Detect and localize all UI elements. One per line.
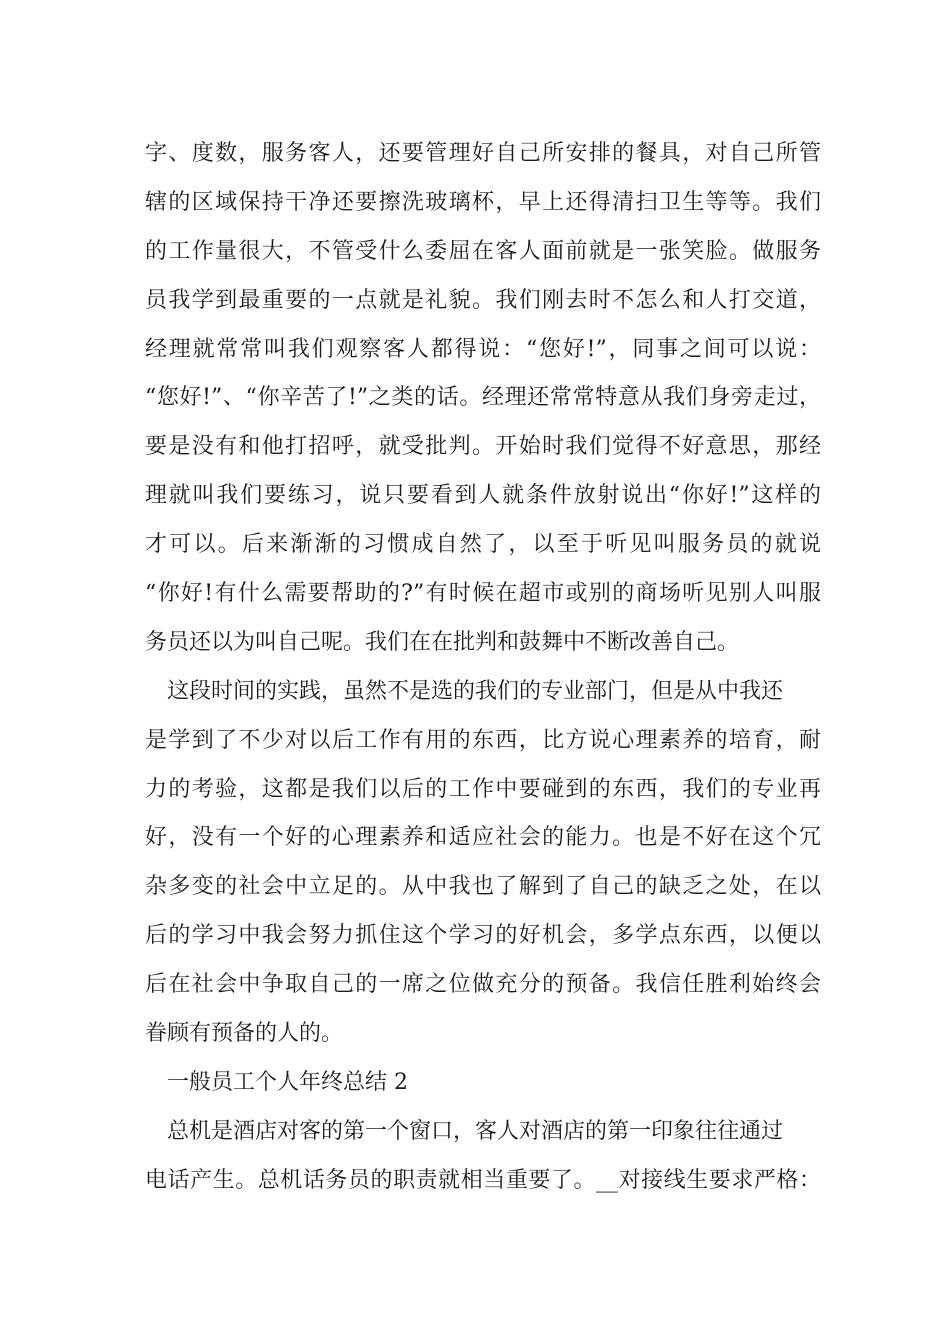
text-line: 后在社会中争取自己的一席之位做充分的预备。我信任胜利始终会 xyxy=(145,972,821,998)
text-line: 经理就常常叫我们观察客人都得说：“您好!”，同事之间可以说： xyxy=(145,336,821,362)
text-line: 眷顾有预备的人的。 xyxy=(145,1021,344,1047)
text-line: 力的考验，这都是我们以后的工作中要碰到的东西，我们的专业再 xyxy=(145,776,821,802)
text-line: 后的学习中我会努力抓住这个学习的好机会，多学点东西，以便以 xyxy=(145,923,821,949)
text-line: 要是没有和他打招呼，就受批判。开始时我们觉得不好意思，那经 xyxy=(145,434,821,460)
text-line: 务员还以为叫自己呢。我们在在批判和鼓舞中不断改善自己。 xyxy=(145,629,740,655)
text-line: 字、度数，服务客人，还要管理好自己所安排的餐具，对自己所管 xyxy=(145,141,821,166)
text-line: “你好!有什么需要帮助的?”有时候在超市或别的商场听见别人叫服 xyxy=(145,581,821,607)
section-heading: 一般员工个人年终总结 2 xyxy=(167,1069,408,1095)
text-line: “您好!”、“你辛苦了!”之类的话。经理还常常特意从我们身旁走过， xyxy=(145,385,821,411)
text-line: 的工作量很大，不管受什么委屈在客人面前就是一张笑脸。做服务 xyxy=(145,238,821,264)
paragraph-first-line: 总机是酒店对客的第一个窗口，客人对酒店的第一印象往往通过 xyxy=(167,1118,784,1144)
text-line: 杂多变的社会中立足的。从中我也了解到了自己的缺乏之处，在以 xyxy=(145,874,821,900)
text-line: 员我学到最重要的一点就是礼貌。我们刚去时不怎么和人打交道， xyxy=(145,287,821,313)
text-line: 好，没有一个好的心理素养和适应社会的能力。也是不好在这个冗 xyxy=(145,825,821,851)
paragraph-first-line: 这段时间的实践，虽然不是选的我们的专业部门，但是从中我还 xyxy=(167,678,784,704)
text-line: 电话产生。总机话务员的职责就相当重要了。__对接线生要求严格： xyxy=(145,1167,821,1193)
text-line: 辖的区域保持干净还要擦洗玻璃杯，早上还得清扫卫生等等。我们 xyxy=(145,189,821,215)
text-line: 是学到了不少对以后工作有用的东西，比方说心理素养的培育，耐 xyxy=(145,727,821,753)
document-body xyxy=(145,130,825,1206)
text-line: 才可以。后来渐渐的习惯成自然了，以至于听见叫服务员的就说 xyxy=(145,532,821,558)
text-line: 理就叫我们要练习，说只要看到人就条件放射说出“你好!”这样的 xyxy=(145,483,821,509)
